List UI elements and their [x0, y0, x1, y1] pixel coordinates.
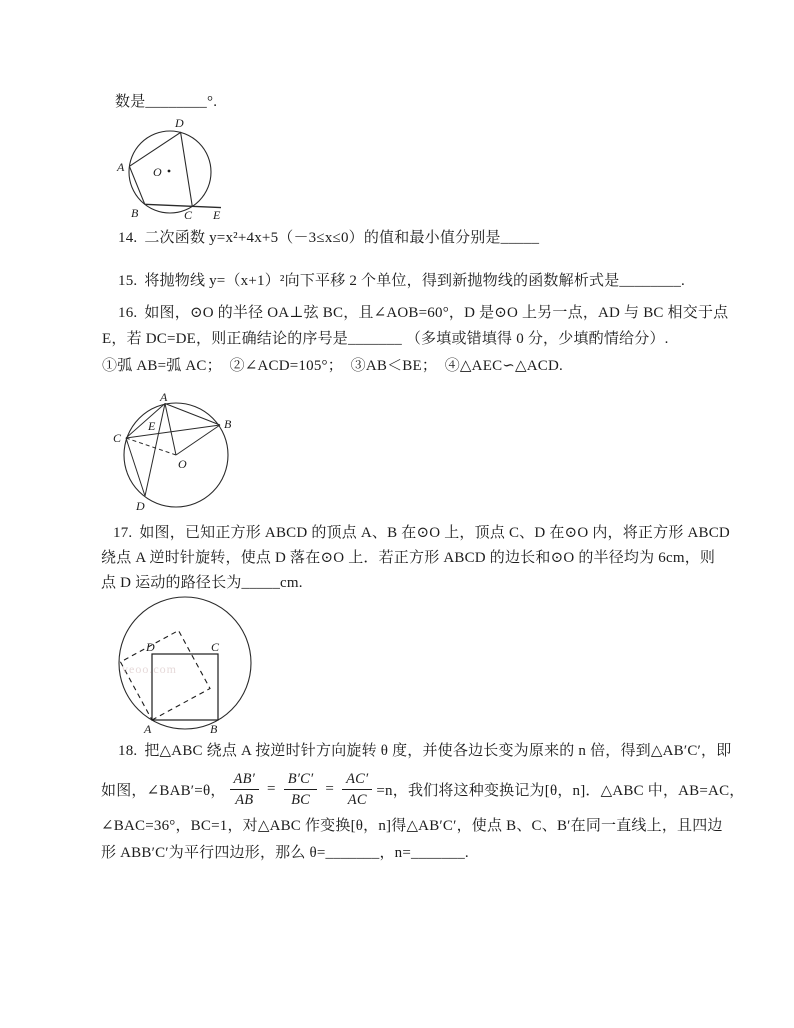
problem-14 — [118, 228, 539, 248]
center-label-o: O — [178, 457, 187, 471]
problem-18-number: 18. — [118, 743, 138, 759]
point-label-b: B — [131, 206, 139, 220]
equals-sign: = — [267, 780, 276, 797]
point-label-d: D — [146, 640, 155, 654]
fraction-bc — [284, 771, 318, 808]
point-label-c: C — [113, 431, 122, 445]
point-label-e: E — [148, 419, 156, 433]
problem-17-number: 17. — [113, 525, 133, 541]
problem-17-line3: 点 D 运动的路径长为_____cm. — [101, 575, 303, 591]
point-label-c: C — [211, 640, 220, 654]
fraction-ab-denominator: AB — [235, 791, 254, 808]
problem-18-line4: 形 ABB′C′为平行四边形，那么 θ=_______，n=_______. — [101, 845, 469, 861]
point-label-b: B — [210, 722, 218, 736]
point-label-b: B — [224, 417, 232, 431]
problem-18-formula-line — [101, 766, 745, 812]
point-label-c: C — [184, 208, 193, 222]
problem-18-line1 — [118, 741, 731, 761]
problem-16-options: ①弧 AB=弧 AC； ②∠ACD=105°； ③AB＜BE； ④△AEC∽△ACD. — [102, 358, 563, 374]
problem-17-text-line1: 如图，已知正方形 ABCD 的顶点 A、B 在⊙O 上，顶点 C、D 在⊙O 内，将正方形 ABCD — [139, 525, 730, 541]
problem-13-tail-text: 数是________°. — [115, 94, 218, 110]
fraction-bc-numerator: B′C′ — [284, 771, 318, 790]
point-label-d: D — [175, 116, 184, 130]
problem-18-line3: ∠BAC=36°，BC=1，对△ABC 作变换[θ，n]得△AB′C′，使点 B、C、B′在同一直线上，且四边 — [101, 818, 723, 834]
point-label-a: A — [160, 390, 168, 404]
formula-prefix: 如图，∠BAB′=θ， — [101, 782, 226, 799]
problem-14-text: 二次函数 y=x²+4x+5（－3≤x≤0）的值和最小值分别是_____ — [144, 230, 540, 246]
circle-diagram-cyclic-quadrilateral — [103, 112, 238, 224]
fraction-ab — [230, 771, 260, 808]
chord-cb — [126, 425, 220, 438]
problem-17-line2: 绕点 A 逆时针旋转，使点 D 落在⊙O 上．若正方形 ABCD 的边长和⊙O 的半径均为 6cm，则 — [101, 550, 716, 566]
problem-14-number: 14. — [118, 230, 138, 246]
fraction-bc-denominator: BC — [291, 791, 311, 808]
secant-bce — [145, 204, 221, 207]
fraction-ac-numerator: AC′ — [342, 771, 372, 790]
problem-16-text-line1: 如图，⊙O 的半径 OA⊥弦 BC，且∠AOB=60°，D 是⊙O 上另一点，AD 与 BC 相交于点 — [144, 305, 729, 321]
circle-outline — [129, 131, 211, 213]
radius-oa — [165, 404, 176, 456]
radius-oc-dashed — [126, 438, 176, 455]
problem-17-line1 — [113, 523, 730, 543]
point-label-a: A — [117, 160, 125, 174]
equals-sign: = — [325, 780, 335, 797]
problem-16-line2: E，若 DC=DE，则正确结论的序号是_______ （多填或错填得 0 分，少填酌情给分）. — [102, 331, 669, 347]
point-label-e: E — [213, 208, 221, 222]
fraction-ac-denominator: AC — [347, 791, 367, 808]
problem-16-number: 16. — [118, 305, 138, 321]
point-label-d: D — [136, 499, 145, 513]
circle-diagram-chords — [112, 392, 244, 524]
chord-ab — [165, 404, 220, 426]
formula-suffix: =n，我们将这种变换记为[θ，n]．△ABC 中，AB=AC， — [376, 782, 745, 799]
center-dot — [168, 170, 171, 173]
point-label-a: A — [144, 722, 152, 736]
center-label-o: O — [153, 165, 162, 179]
problem-15-text: 将抛物线 y=（x+1）²向下平移 2 个单位，得到新抛物线的函数解析式是________. — [144, 273, 685, 289]
problem-18-text-line1: 把△ABC 绕点 A 按逆时针方向旋转 θ 度，并使各边长变为原来的 n 倍，得到△AB′C′，即 — [144, 743, 732, 759]
radius-ob — [176, 425, 220, 455]
watermark: veoo.com — [122, 662, 177, 676]
fraction-ab-numerator: AB′ — [230, 771, 260, 790]
fraction-ac — [342, 771, 372, 808]
problem-16-line1 — [118, 303, 728, 323]
problem-15 — [118, 271, 685, 291]
problem-15-number: 15. — [118, 273, 138, 289]
